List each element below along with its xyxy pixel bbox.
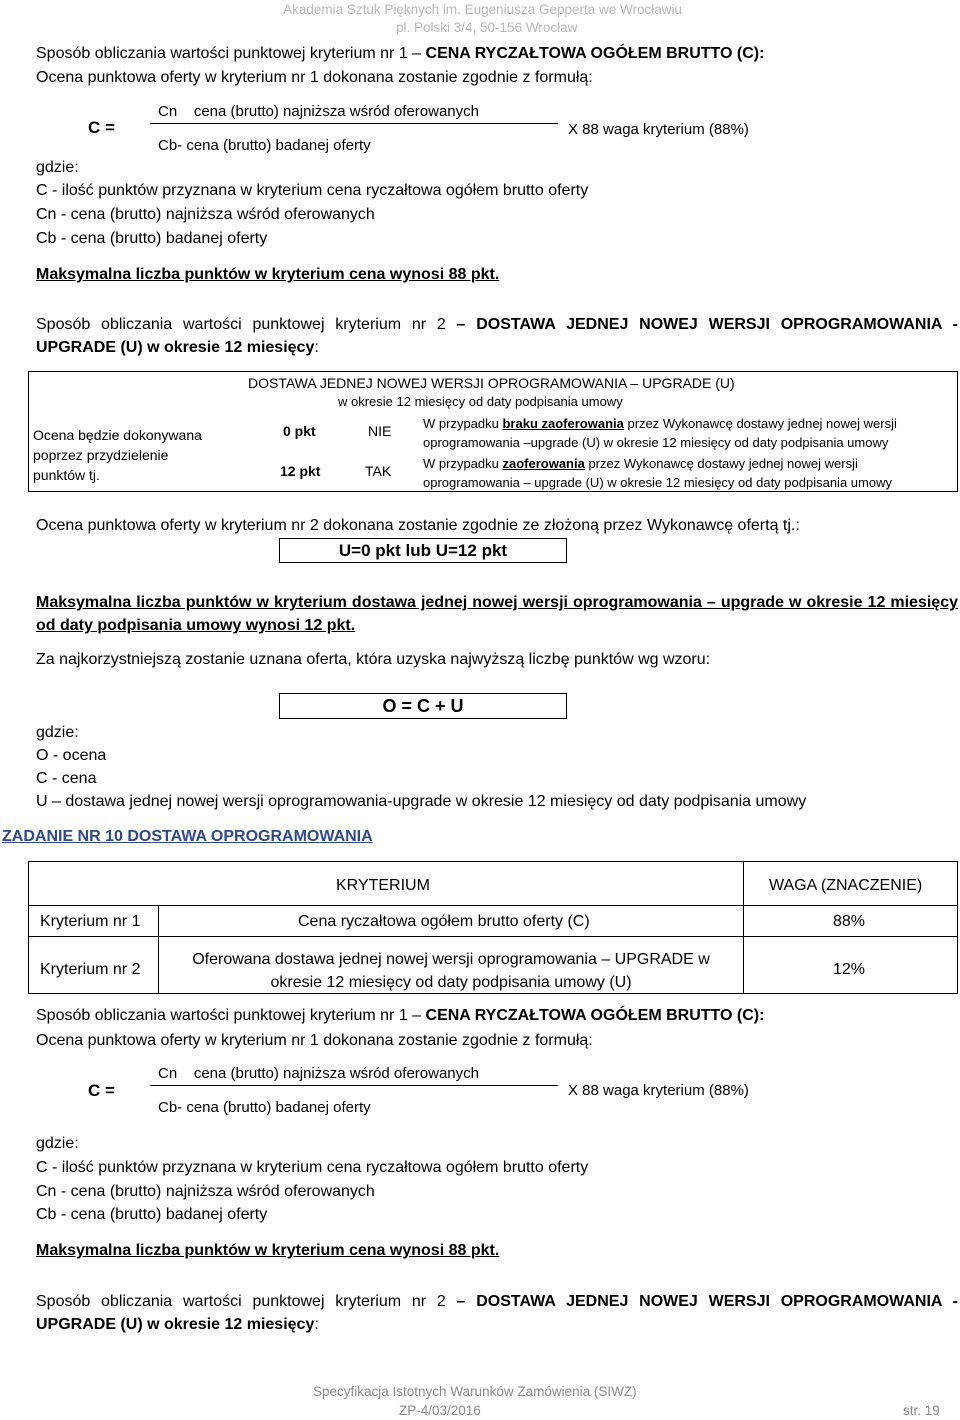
criterion2-table: [28, 371, 958, 492]
fraction-bar: [150, 123, 558, 124]
definition-c2: C - cena: [36, 770, 97, 787]
definition-u: U – dostawa jednej nowej wersji oprogramowania-upgrade w okresie 12 miesięcy od daty podpisania umowy: [36, 793, 807, 810]
section2-heading: Sposób obliczania wartości punktowej kryterium nr 2 – DOSTAWA JEDNEJ NOWEJ WERSJI OPROGRAMOWANIA - UPGRADE (U) w okresie 12 miesięcy:: [36, 316, 959, 356]
total-formula-box: [279, 693, 567, 719]
definition-cb-3: Cb - cena (brutto) badanej oferty: [36, 1206, 268, 1223]
formula-numerator: Cn cena (brutto) najniższa wśród oferowanych: [158, 103, 479, 120]
formula-lhs: C =: [88, 118, 115, 137]
answer-nie: NIE: [368, 423, 392, 439]
footer-reference: ZP-4/03/2016: [399, 1403, 481, 1418]
table-title-line2: w okresie 12 miesięcy od daty podpisania umowy: [338, 394, 623, 409]
row2-weight: 12%: [833, 961, 866, 978]
formula-multiplier-2: X 88 waga kryterium (88%): [568, 1082, 749, 1099]
definition-c-3: C - ilość punktów przyznana w kryterium cena ryczałtowa ogółem brutto oferty: [36, 1159, 589, 1176]
max-points-note: Maksymalna liczba punktów w kryterium cena wynosi 88 pkt.: [36, 266, 500, 283]
formula-lhs-2: C =: [88, 1081, 115, 1100]
points-0: 0 pkt: [283, 423, 316, 439]
section4-heading: Sposób obliczania wartości punktowej kryterium nr 2 – DOSTAWA JEDNEJ NOWEJ WERSJI OPROGRAMOWANIA - UPGRADE (U) w okresie 12 miesięcy:: [36, 1293, 959, 1333]
row-1-description: W przypadku zaoferowania przez Wykonawcę dostawy jednej nowej wersji oprogramowania – upgrade (U) w okresie 12 miesięcy od daty podpisania umowy: [423, 456, 892, 490]
formula-denominator: Cb- cena (brutto) badanej oferty: [158, 137, 371, 154]
col-criterion: KRYTERIUM: [336, 877, 430, 894]
where-label-3: gdzie:: [36, 1135, 79, 1152]
fraction-bar-2: [150, 1085, 558, 1086]
row1-weight: 88%: [833, 913, 866, 930]
answer-tak: TAK: [365, 463, 392, 479]
section1-intro: Ocena punktowa oferty w kryterium nr 1 dokonana zostanie zgodnie z formułą:: [36, 69, 593, 86]
institution-address: pl. Polski 3/4, 50-156 Wrocław: [396, 20, 578, 35]
task10-heading: ZADANIE NR 10 DOSTAWA OPROGRAMOWANIA: [2, 828, 373, 845]
row2-criterion: Oferowana dostawa jednej nowej wersji oprogramowania – UPGRADE w okresie 12 miesięcy od daty podpisania umowy (U): [192, 951, 710, 991]
row1-criterion: Cena ryczałtowa ogółem brutto oferty (C): [298, 913, 590, 930]
u-formula: U=0 pkt lub U=12 pkt: [338, 541, 508, 560]
definition-o: O - ocena: [36, 747, 107, 764]
row-0-description: W przypadku braku zaoferowania przez Wykonawcę dostawy jednej nowej wersji oprogramowania –upgrade (U) w okresie 12 miesięcy od daty podpisania umowy: [423, 416, 897, 450]
points-12: 12 pkt: [280, 463, 321, 479]
section3-heading: Sposób obliczania wartości punktowej kryterium nr 1 – CENA RYCZAŁTOWA OGÓŁEM BRUTTO (C):: [36, 1007, 765, 1024]
where-label: gdzie:: [36, 159, 79, 176]
footer-title: Specyfikacja Istotnych Warunków Zamówienia (SIWZ): [313, 1384, 637, 1399]
where-label-2: gdzie:: [36, 724, 79, 741]
institution-name: Akademia Sztuk Pięknych im. Eugeniusza Gepperta we Wrocławiu: [283, 2, 682, 17]
best-offer-text: Za najkorzystniejszą zostanie uznana oferta, która uzyska najwyższą liczbę punktów wg wzoru:: [36, 651, 711, 668]
col-weight: WAGA (ZNACZENIE): [769, 877, 923, 894]
table-title-line1: DOSTAWA JEDNEJ NOWEJ WERSJI OPROGRAMOWANIA – UPGRADE (U): [248, 375, 735, 391]
section1-heading: Sposób obliczania wartości punktowej kryterium nr 1 – CENA RYCZAŁTOWA OGÓŁEM BRUTTO (C):: [36, 45, 765, 62]
row2-name: Kryterium nr 2: [40, 961, 141, 978]
formula-denominator-2: Cb- cena (brutto) badanej oferty: [158, 1099, 371, 1116]
definition-cb: Cb - cena (brutto) badanej oferty: [36, 230, 268, 247]
definition-cn: Cn - cena (brutto) najniższa wśród oferowanych: [36, 206, 375, 223]
definition-cn-3: Cn - cena (brutto) najniższa wśród oferowanych: [36, 1183, 375, 1200]
evaluation-text: Ocena punktowa oferty w kryterium nr 2 dokonana zostanie zgodnie ze złożoną przez Wykonawcę ofertą tj.:: [36, 517, 800, 534]
definition-c: C - ilość punktów przyznana w kryterium cena ryczałtowa ogółem brutto oferty: [36, 182, 589, 199]
table-left-label: Ocena będzie dokonywana poprzez przydzielenie punktów tj.: [33, 427, 202, 483]
section3-intro: Ocena punktowa oferty w kryterium nr 1 dokonana zostanie zgodnie z formułą:: [36, 1032, 593, 1049]
formula-multiplier: X 88 waga kryterium (88%): [568, 121, 749, 138]
u-formula-box: [279, 538, 567, 563]
page-number: str. 19: [903, 1403, 940, 1418]
formula-numerator-2: Cn cena (brutto) najniższa wśród oferowanych: [158, 1065, 479, 1082]
total-formula: O = C + U: [382, 696, 464, 716]
max-points-note-3: Maksymalna liczba punktów w kryterium cena wynosi 88 pkt.: [36, 1242, 500, 1259]
max-points-criterion2: Maksymalna liczba punktów w kryterium dostawa jednej nowej wersji oprogramowania – upgrade w okresie 12 miesięcy od daty podpisania umowy wynosi 12 pkt.: [36, 594, 958, 634]
row1-name: Kryterium nr 1: [40, 913, 141, 930]
